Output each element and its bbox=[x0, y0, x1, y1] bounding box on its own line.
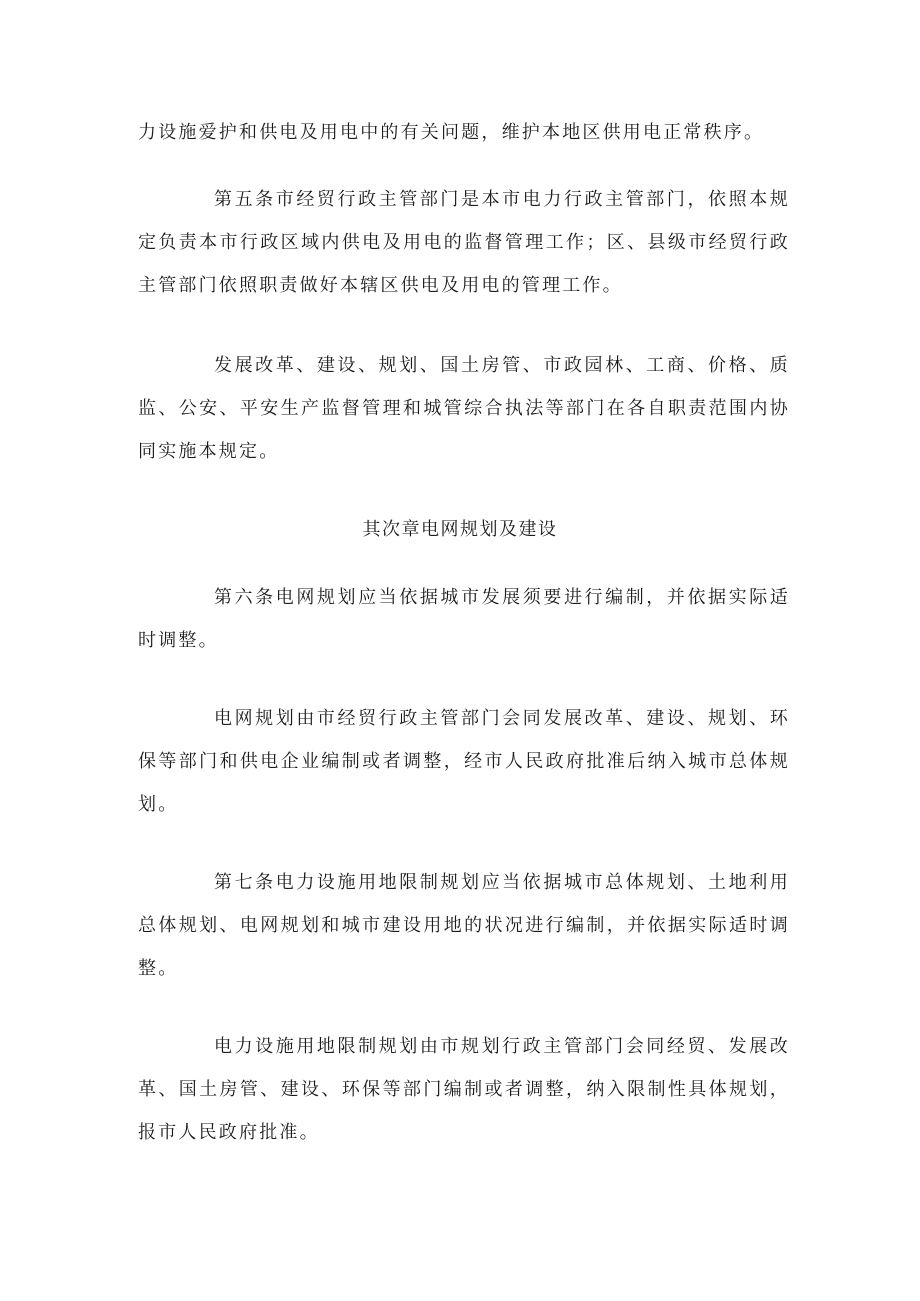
chapter-heading: 其次章电网规划及建设 bbox=[362, 519, 558, 540]
paragraph-article-6: 第六条电网规划应当依据城市发展须要进行编制，并依据实际适时调整。 bbox=[138, 587, 790, 651]
paragraph-grid-planning: 电网规划由市经贸行政主管部门会同发展改革、建设、规划、环保等部门和供电企业编制或者调整，经市人民政府批准后纳入城市总体规划。 bbox=[138, 708, 790, 815]
paragraph-article-5: 第五条市经贸行政主管部门是本市电力行政主管部门，依照本规定负责本市行政区域内供电及用电的监督管理工作；区、县级市经贸行政主管部门依照职责做好本辖区供电及用电的管理工作。 bbox=[138, 189, 790, 296]
paragraph-departments: 发展改革、建设、规划、国土房管、市政园林、工商、价格、质监、公安、平安生产监督管理和城管综合执法等部门在各自职责范围内协同实施本规定。 bbox=[138, 355, 790, 462]
paragraph-land-planning: 电力设施用地限制规划由市规划行政主管部门会同经贸、发展改革、国土房管、建设、环保等部门编制或者调整，纳入限制性具体规划，报市人民政府批准。 bbox=[138, 1036, 790, 1143]
paragraph-continuation: 力设施爱护和供电及用电中的有关问题，维护本地区供用电正常秩序。 bbox=[138, 122, 765, 143]
paragraph-article-7: 第七条电力设施用地限制规划应当依据城市总体规划、土地利用总体规划、电网规划和城市建设用地的状况进行编制，并依据实际适时调整。 bbox=[138, 872, 790, 979]
